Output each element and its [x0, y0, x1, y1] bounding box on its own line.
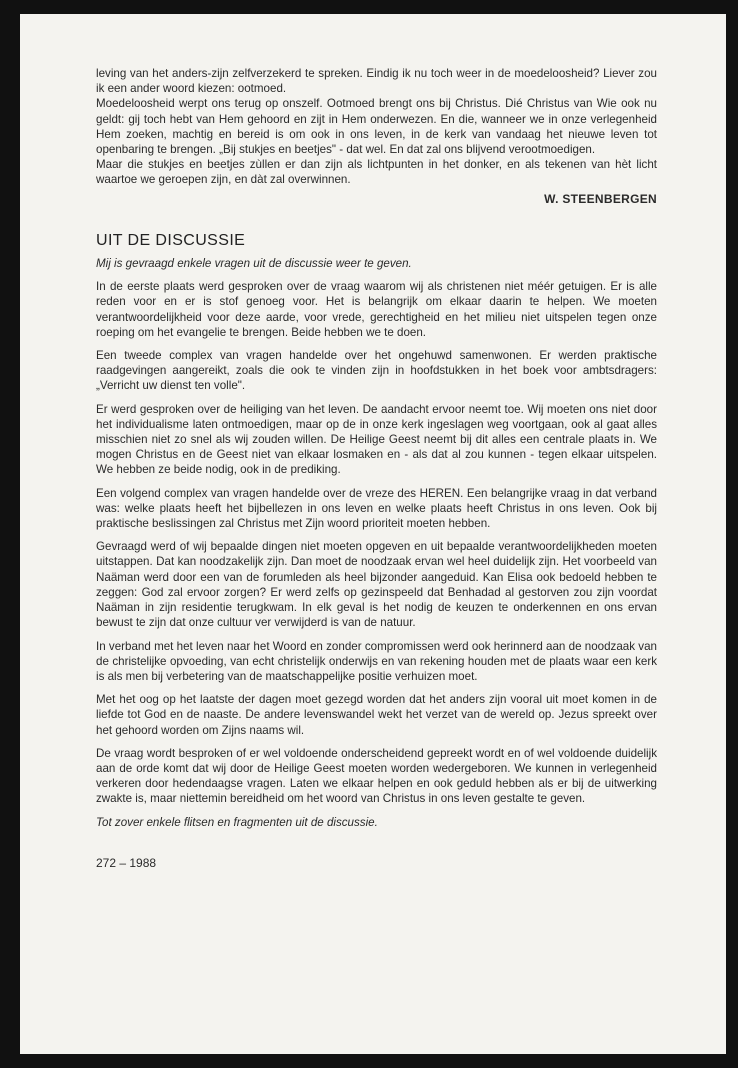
author-signature: W. STEENBERGEN: [544, 191, 657, 206]
discussion-paragraph-2: Een tweede complex van vragen handelde over het ongehuwd samenwonen. Er werden praktische raadgevingen aangereikt, zoals die ook te vinden zijn in hoofdstukken in het boek voor ambtsdragers: „Verricht uw dienst ten volle".: [96, 349, 657, 393]
section-title: UIT DE DISCUSSIE: [96, 231, 246, 249]
discussion-paragraph-3: Er werd gesproken over de heiliging van het leven. De aandacht ervoor neemt toe. Wij moeten ons niet door het individualisme laten ontmoedigen, maar op de in onze kerk ingeslagen weg voortgaan, ook al gaat alles misschien niet zo snel als wij zouden willen. De Heilige Geest neemt bij dit alles een centrale plaats in. We mogen Christus en de Geest niet van elkaar losmaken en - als dat al zou kunnen - tegen elkaar uitspelen. We hebben ze beide nodig, ook in de prediking.: [96, 402, 657, 477]
discussion-paragraph-4: Een volgend complex van vragen handelde over de vreze des HEREN. Een belangrijke vraag in dat verband was: welke plaats heeft het bijbellezen in ons leven en welke plaats heeft Christus in ons leven. Ook bij praktische beslissingen zal Christus met Zijn woord prioriteit moeten hebben.: [96, 486, 657, 531]
scan-border-top: [0, 0, 738, 14]
section-intro: Mij is gevraagd enkele vragen uit de discussie weer te geven.: [96, 257, 412, 271]
scan-border-left: [0, 0, 20, 1068]
discussion-paragraph-6: In verband met het leven naar het Woord en zonder compromissen werd ook herinnerd aan de noodzaak van de christelijke opvoeding, van echt christelijk onderwijs en van rekening houden met de plaats waar een kerk is als men bij verbetering van de maatschappelijke positie verhuizen moet.: [96, 639, 657, 683]
discussion-paragraph-5: Gevraagd werd of wij bepaalde dingen niet moeten opgeven en uit bepaalde verantwoordelijkheden moeten uitstappen. Dat kan noodzakelijk zijn. Dan moet de noodzaak ervan wel heel duidelijk zijn. Het voorbeeld van Naäman werd door een van de forumleden als heel bijzonder aangeduid. Kan Elisa ook bedoeld hebben te zeggen: God zal ervoor zorgen? Er werd zelfs op gezinspeeld dat Benhadad al gestorven zou zijn voordat Naäman in zijn residentie terugkwam. In elk geval is het nodig de keuzen te onderkennen en ons ervan bewust te zijn dat onze cultuur ver verwijderd is van de natuur.: [96, 540, 657, 630]
top-paragraph-2: Moedeloosheid werpt ons terug op onszelf. Ootmoed brengt ons bij Christus. Dié Christus van Wie ook nu geldt: gij toch hebt van Hem gehoord en zijt in Hem onderwezen. En die, wanneer we in onze verlegenheid Hem zoeken, machtig en bereid is om ook in ons leven, in de kerk van vandaag het nieuwe leven tot openbaring te brengen. „Bij stukjes en beetjes" - dat wel. En dat zal ons blijvend verootmoedigen.: [96, 97, 657, 157]
page-content: [96, 66, 657, 871]
closing-line: Tot zover enkele flitsen en fragmenten uit de discussie.: [96, 815, 378, 829]
scan-border-bottom: [0, 1054, 738, 1068]
scan-border-right: [726, 0, 738, 1068]
top-paragraph-1: leving van het anders-zijn zelfverzekerd te spreken. Eindig ik nu toch weer in de moedeloosheid? Liever zou ik een ander woord kiezen: ootmoed.: [96, 67, 657, 96]
top-paragraph-3: Maar die stukjes en beetjes zùllen er dan zijn als lichtpunten in het donker, en als tekenen van hèt licht waartoe we geroepen zijn, en dàt zal overwinnen.: [96, 158, 657, 187]
page-number: 272 – 1988: [96, 855, 157, 870]
discussion-paragraph-1: In de eerste plaats werd gesproken over de vraag waarom wij als christenen niet méér getuigen. Er is alle reden voor en er is stof genoeg voor. Het is belangrijk om elkaar daarin te helpen. We moeten verantwoordelijkheid voor deze aarde, voor vrede, gerechtigheid en het milieu niet uitspelen tegen onze roeping om het evangelie te brengen. Beide hebben we te doen.: [96, 280, 657, 339]
discussion-paragraph-8: De vraag wordt besproken of er wel voldoende onderscheidend gepreekt wordt en of wel voldoende duidelijk aan de orde komt dat wij door de Heilige Geest moeten worden wedergeboren. We kunnen in verlegenheid verkeren door hedendaagse vragen. Laten we elkaar helpen en ook geduld hebben als er bij de uitwerking zwakte is, maar niettemin bereidheid om het woord van Christus in ons leven gestalte te geven.: [96, 746, 657, 806]
discussion-paragraph-7: Met het oog op het laatste der dagen moet gezegd worden dat het anders zijn vooral uit moet komen in de liefde tot God en de naaste. De andere levenswandel wekt het verzet van de wereld op. Jezus spreekt over het gehoord worden om Zijns naams wil.: [96, 693, 657, 737]
